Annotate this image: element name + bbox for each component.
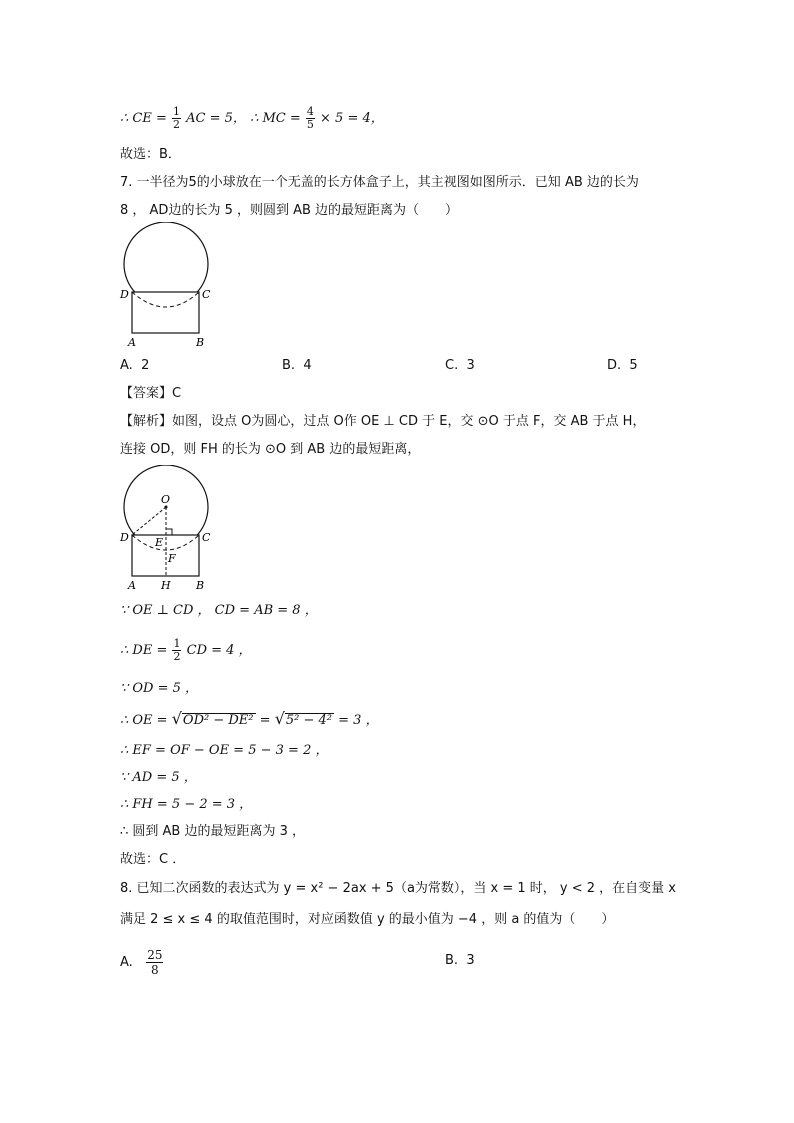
step-3: ∵ OD = 5 ， xyxy=(120,681,199,696)
q7-label-A: A xyxy=(128,336,136,349)
q8-a-den: 8 xyxy=(151,963,159,977)
ce-fraction xyxy=(172,106,181,131)
option-value: 2 xyxy=(141,358,150,373)
prev-choice: 故选：B． xyxy=(120,147,181,162)
mc-frac-num: 4 xyxy=(306,105,314,118)
ce-rest: AC = 5， xyxy=(186,111,246,126)
q7-answer: 【答案】C xyxy=(120,386,182,401)
mc-rest: × 5 = 4， xyxy=(320,111,384,126)
step-4-rest: = 3 ， xyxy=(338,713,379,728)
radical-sign-icon: √ xyxy=(274,709,285,728)
sol-right-angle-mark xyxy=(166,529,172,535)
step-2 xyxy=(120,638,252,663)
step-2-fraction xyxy=(172,638,181,663)
step-4-radicand-2: 5² − 4² xyxy=(285,713,333,728)
q7-option-b xyxy=(282,358,312,373)
step-4-eq: = xyxy=(259,713,271,728)
step-6: ∵ AD = 5 ， xyxy=(120,770,197,785)
step-4-lhs: ∴ OE = xyxy=(120,713,168,728)
ce-equation-line xyxy=(120,106,384,131)
option-letter: D. xyxy=(607,358,622,373)
option-letter: A. xyxy=(120,358,133,373)
step-2-num: 1 xyxy=(173,637,181,650)
q7-label-C: C xyxy=(202,288,211,301)
q7-option-a xyxy=(120,358,149,373)
step-8: ∴ 圆到 AB 边的最短距离为 3 ， xyxy=(120,824,306,839)
mc-fraction xyxy=(306,106,315,131)
ce-frac-den: 2 xyxy=(173,118,181,131)
q7-stem-line2: 8 ， AD边的长为 5 ，则圆到 AB 边的最短距离为（ ） xyxy=(120,203,459,218)
step-7: ∴ FH = 5 − 2 = 3 ， xyxy=(120,797,253,812)
q8-stem-line2: 满足 2 ≤ x ≤ 4 的取值范围时，对应函数值 y 的最小值为 −4 ，则 a 的值为（ ） xyxy=(120,912,615,927)
q7-label-D: D xyxy=(120,288,129,301)
q8-option-a xyxy=(120,948,164,977)
ce-lhs: ∴ CE = xyxy=(120,111,167,126)
step-9: 故选：C ． xyxy=(120,852,186,867)
mc-frac-den: 5 xyxy=(306,118,314,131)
q8-option-b xyxy=(445,953,475,968)
option-value: 5 xyxy=(629,358,638,373)
sol-label-D: D xyxy=(120,531,129,544)
option-value: 3 xyxy=(466,953,475,968)
step-1: ∵ OE ⊥ CD ， CD = AB = 8 ， xyxy=(120,603,318,618)
option-letter: B. xyxy=(282,358,296,373)
option-letter: B. xyxy=(445,953,459,968)
q7-figure-circle-box xyxy=(110,222,220,350)
q7-stem-line1: 7. 一半径为5的小球放在一个无盖的长方体盒子上，其主视图如图所示．已知 AB 边的长为 xyxy=(120,175,639,190)
q7-label-B: B xyxy=(196,336,205,349)
q7-solution-figure xyxy=(110,465,220,593)
sol-label-F: F xyxy=(168,552,176,565)
ce-frac-num: 1 xyxy=(173,105,181,118)
sol-label-C: C xyxy=(202,531,211,544)
q8-a-num: 25 xyxy=(147,948,163,962)
sol-label-B: B xyxy=(196,579,205,592)
q7-option-c xyxy=(445,358,475,373)
option-letter: A. xyxy=(120,955,133,970)
q7-analysis-line2: 连接 OD，则 FH 的长为 ⊙O 到 AB 边的最短距离， xyxy=(120,442,421,457)
step-2-lhs: ∴ DE = xyxy=(120,643,168,658)
option-letter: C. xyxy=(445,358,459,373)
step-5: ∴ EF = OF − OE = 5 − 3 = 2 ， xyxy=(120,743,329,758)
sol-label-A: A xyxy=(128,579,136,592)
step-4 xyxy=(120,710,379,730)
q7-analysis-line1: 【解析】如图，设点 O为圆心，过点 O作 OE ⊥ CD 于 E，交 ⊙O 于点 F，交 AB 于点 H， xyxy=(120,414,646,429)
option-value: 3 xyxy=(466,358,475,373)
q8-option-a-fraction xyxy=(146,948,163,977)
q7-option-d xyxy=(607,358,638,373)
sol-label-O: O xyxy=(161,493,171,506)
step-2-den: 2 xyxy=(173,650,181,663)
q7-box xyxy=(132,292,199,333)
mc-lhs: ∴ MC = xyxy=(250,111,301,126)
option-value: 4 xyxy=(303,358,312,373)
sol-label-E: E xyxy=(155,536,164,549)
sol-label-H: H xyxy=(161,579,171,592)
step-4-radicand-1: OD² − DE² xyxy=(182,713,254,728)
radical-sign-icon: √ xyxy=(171,709,182,728)
step-2-rest: CD = 4 ， xyxy=(186,643,252,658)
q8-stem-line1: 8. 已知二次函数的表达式为 y = x² − 2ax + 5（a为常数），当 x = 1 时， y < 2 ，在自变量 x xyxy=(120,881,677,896)
sol-segment-od xyxy=(132,507,166,535)
